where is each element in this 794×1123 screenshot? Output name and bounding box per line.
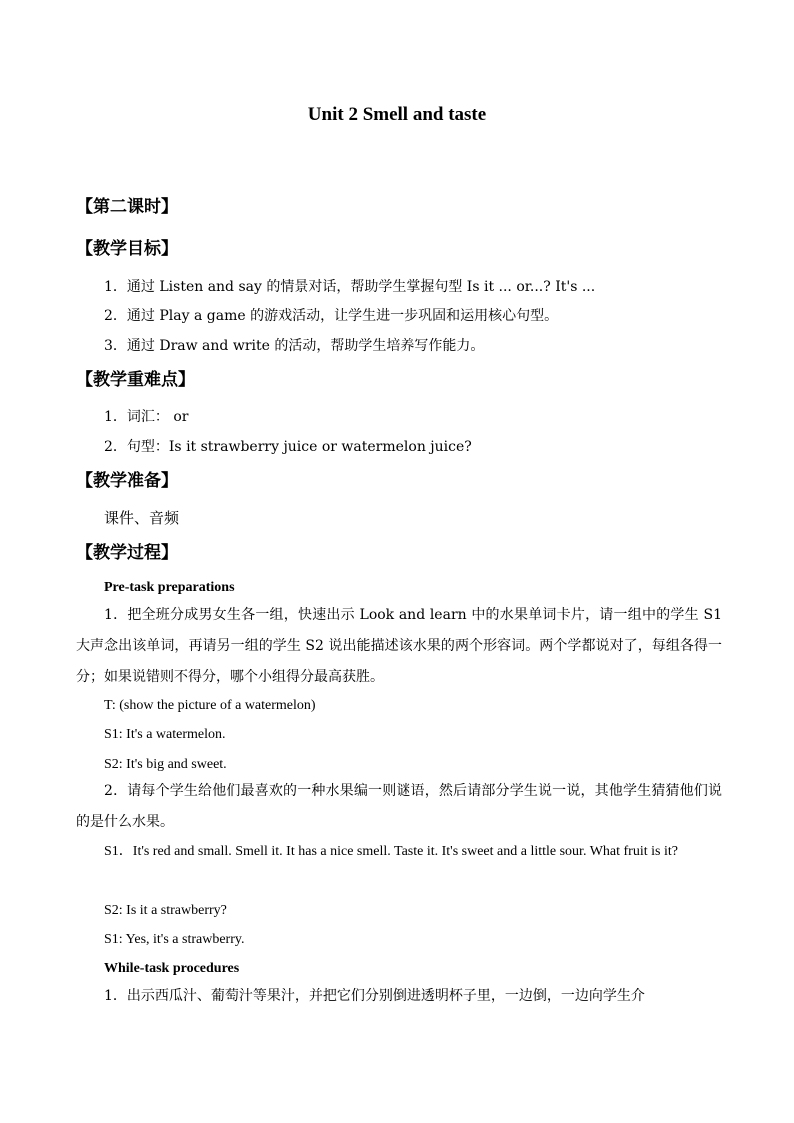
while-task-label: While-task procedures	[104, 961, 240, 976]
key-point-item: 1．词汇： or	[104, 409, 189, 425]
process-heading: 【教学过程】	[76, 543, 178, 563]
dialog-line: S1: It's a watermelon.	[104, 727, 226, 742]
riddle-text: S1．It's red and small. Smell it. It has a nice smell. Taste it. It's sweet and a little sour. What fruit is it?	[104, 844, 678, 859]
dialog-line: S1: Yes, it's a strawberry.	[104, 932, 245, 947]
key-points-heading: 【教学重难点】	[76, 370, 195, 390]
pre-task-step-2: 2．请每个学生给他们最喜欢的一种水果编一则谜语，然后请部分学生说一说，其他学生猜猜他们说的是什么水果。	[76, 783, 722, 830]
page-title: Unit 2 Smell and taste	[307, 104, 487, 125]
preparation-heading: 【教学准备】	[76, 471, 178, 491]
while-task-step-1: 1．出示西瓜汁、葡萄汁等果汁，并把它们分别倒进透明杯子里，一边倒，一边向学生介	[104, 988, 645, 1004]
goal-item: 1．通过 Listen and say 的情景对话，帮助学生掌握句型 Is it ... or...? It's ...	[104, 279, 596, 295]
pre-task-step-1: 1．把全班分成男女生各一组，快速出示 Look and learn 中的水果单词卡片，请一组中的学生 S1 大声念出该单词，再请另一组的学生 S2 说出能描述该水果的两个形容词。两个学都说对了，每组各得一分；如果说错则不得分，哪个小组得分最高获胜。	[76, 607, 722, 685]
preparation-text: 课件、音频	[104, 509, 180, 527]
dialog-line: T: (show the picture of a watermelon)	[104, 698, 316, 713]
dialog-line: S2: Is it a strawberry?	[104, 903, 227, 918]
key-point-item: 2．句型：Is it strawberry juice or watermelon juice?	[104, 439, 472, 455]
dialog-line: S2: It's big and sweet.	[104, 757, 227, 772]
lesson-heading: 【第二课时】	[76, 197, 178, 217]
goal-item: 3．通过 Draw and write 的活动，帮助学生培养写作能力。	[104, 338, 485, 354]
goal-item: 2．通过 Play a game 的游戏活动，让学生进一步巩固和运用核心句型。	[104, 308, 559, 324]
goals-heading: 【教学目标】	[76, 239, 178, 259]
pre-task-label: Pre-task preparations	[104, 580, 235, 595]
